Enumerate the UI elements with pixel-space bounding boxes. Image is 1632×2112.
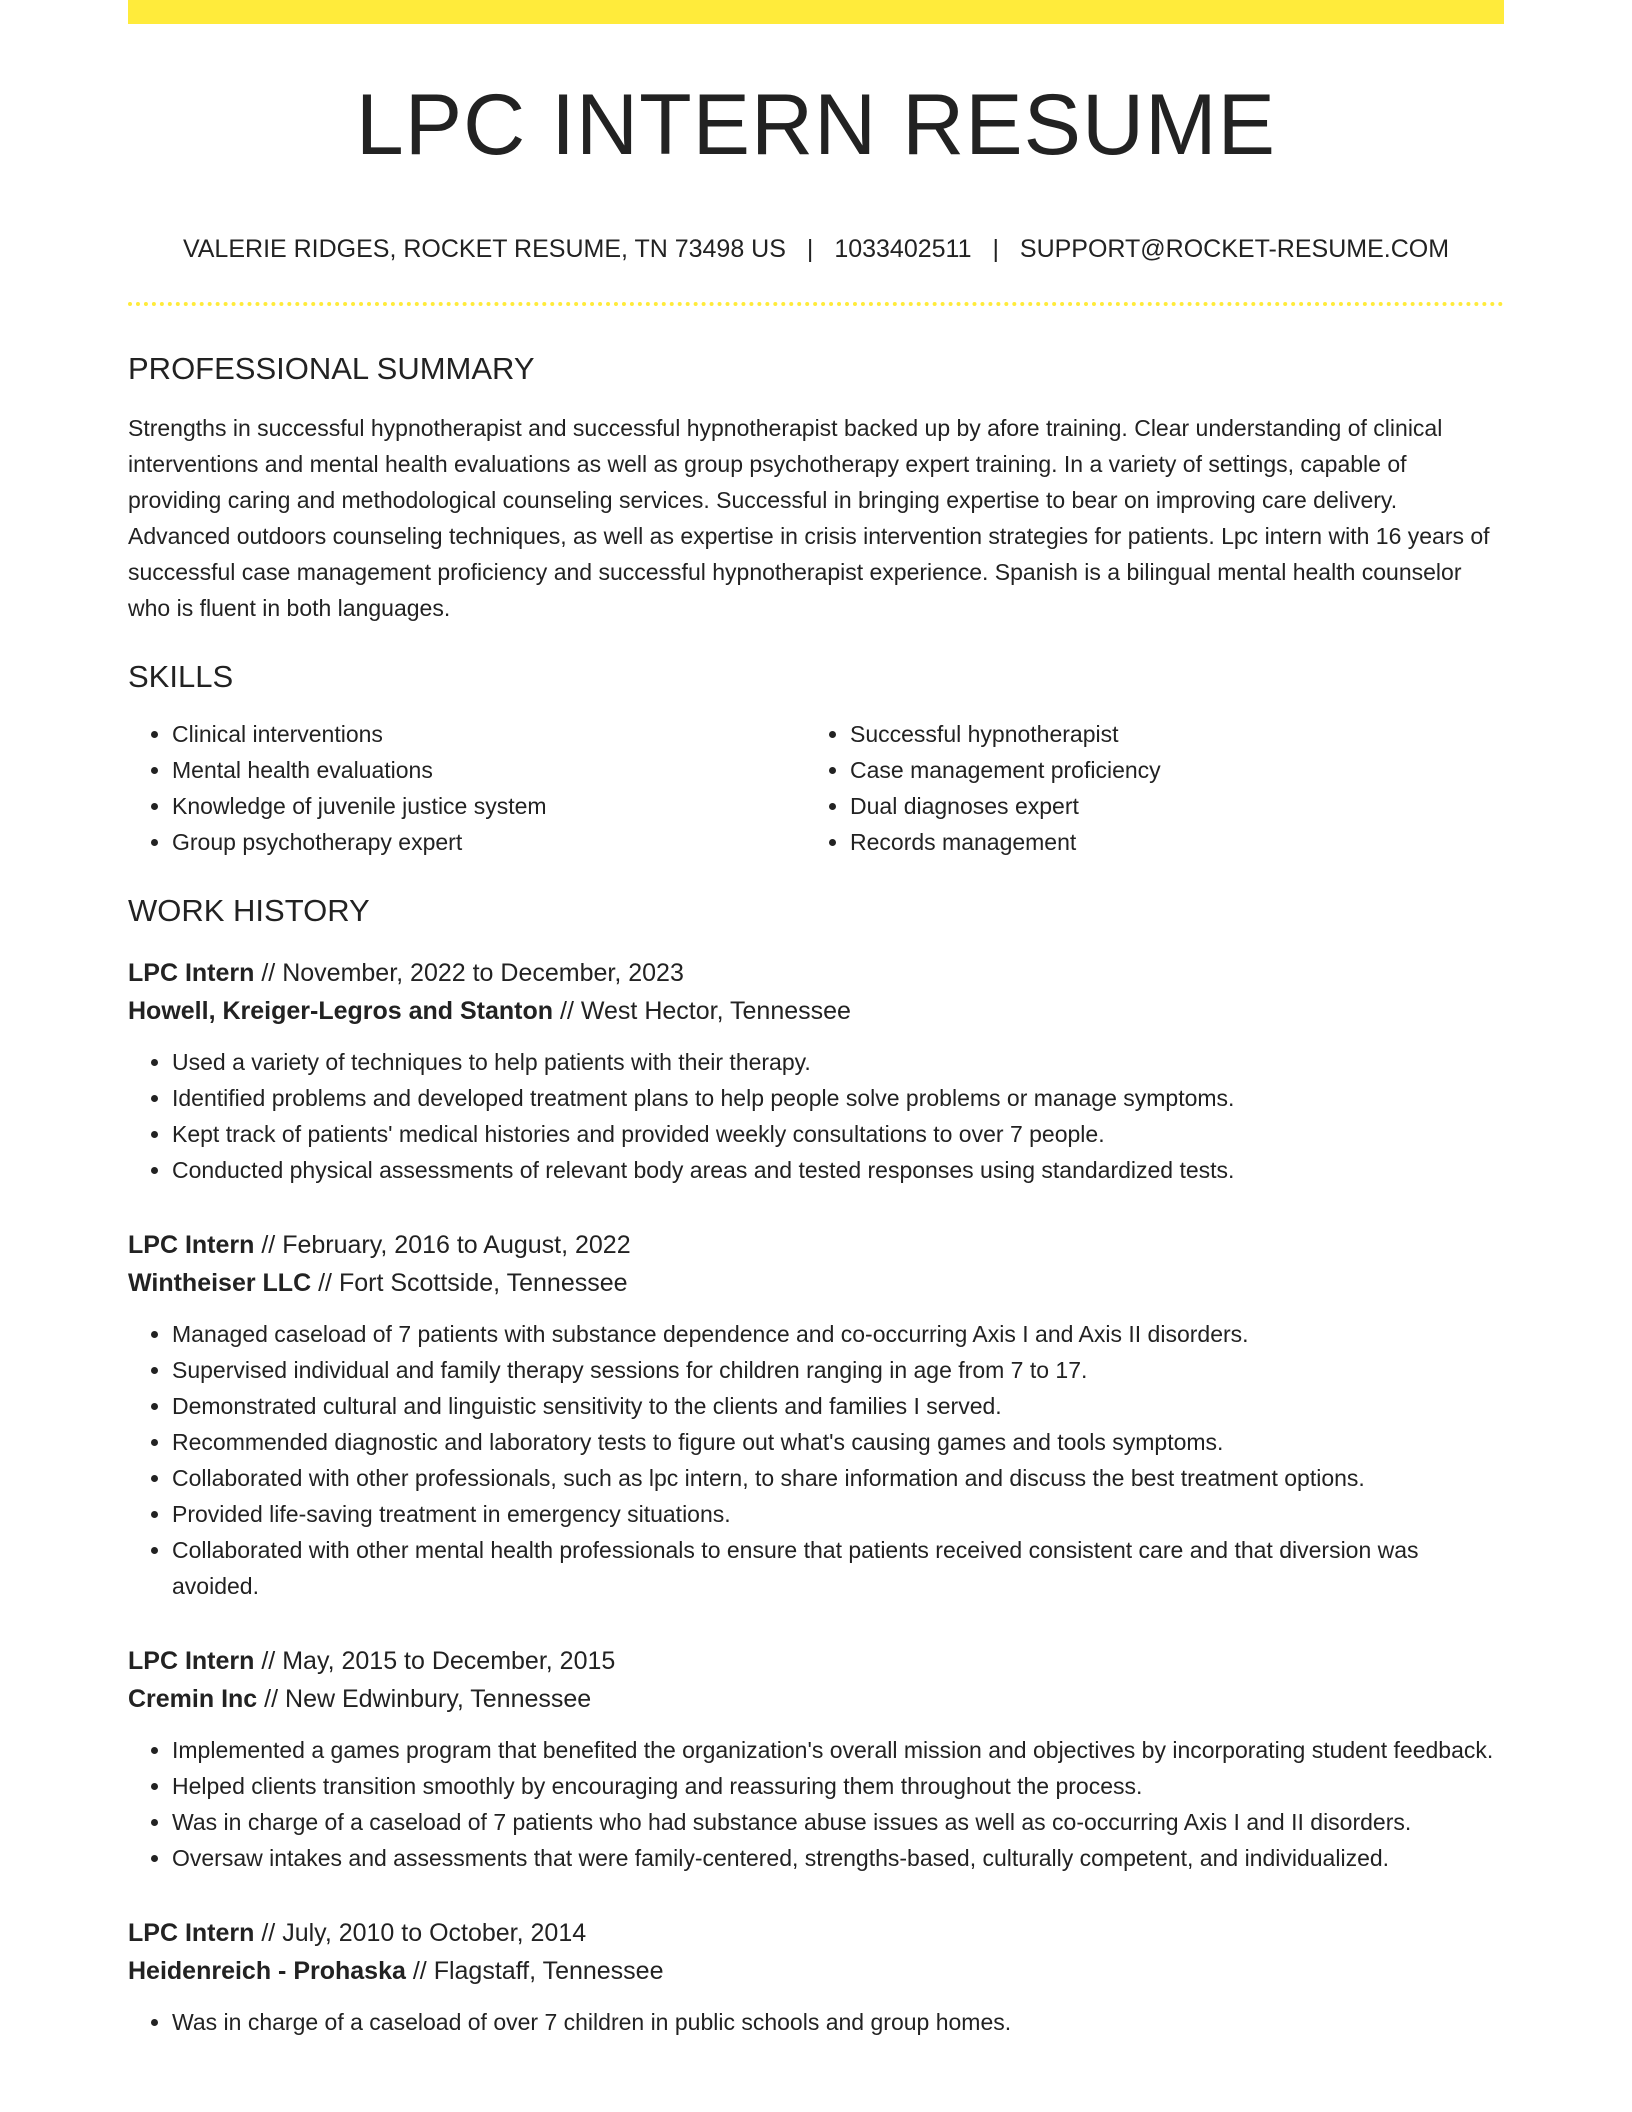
contact-separator: | [806,235,814,263]
contact-separator: | [992,235,999,263]
resume-page [128,0,1504,2040]
job-role: LPC Intern [128,1919,255,1948]
job-duty: • Kept track of patients' medical histories and provided weekly consultations to over 7 people. [172,1116,1504,1152]
job-role-line [128,954,1504,992]
skills-list-right [806,716,1484,860]
job-dates: February, 2016 to August, 2022 [282,1231,631,1260]
job-company: Heidenreich - Prohaska [128,1957,406,1986]
skill-item: • Successful hypnotherapist [850,716,1484,752]
job-duties-list [128,1316,1504,1604]
skills-list-left [128,716,806,860]
job-duty: • Identified problems and developed treatment plans to help people solve problems or manage symptoms. [172,1080,1504,1116]
job-location: West Hector, Tennessee [580,997,851,1026]
job-duty: • Was in charge of a caseload of 7 patients who had substance abuse issues as well as co-occurring Axis I and II disorders. [172,1804,1504,1840]
job-duty: • Conducted physical assessments of relevant body areas and tested responses using standardized tests. [172,1152,1504,1188]
summary-section [128,352,1504,626]
contact-phone: 1033402511 [834,235,972,263]
job-company-line [128,1680,1504,1718]
job-duty: • Supervised individual and family therapy sessions for children ranging in age from 7 to 17. [172,1352,1504,1388]
job-company-line [128,1264,1504,1302]
skills-section [128,660,1504,860]
summary-text: Strengths in successful hypnotherapist and successful hypnotherapist backed up by afore training. Clear understanding of clinical interventions and mental health evaluations as well as group psychotherapy expert training. In a variety of settings, capable of providing caring and methodological counseling services. Successful in bringing expertise to bear on improving care delivery. Advanced outdoors counseling techniques, as well as expertise in crisis intervention strategies for patients. Lpc intern with 16 years of successful case management proficiency and successful hypnotherapist experience. Spanish is a bilingual mental health counselor who is fluent in both languages. [128,415,1490,622]
job-entry [128,1226,1504,1604]
job-role: LPC Intern [128,1647,255,1676]
job-location: Flagstaff, Tennessee [433,1957,664,1986]
skill-item: • Group psychotherapy expert [172,824,806,860]
contact-info [128,234,1504,264]
contact-address: VALERIE RIDGES, ROCKET RESUME, TN 73498 US [182,235,786,263]
work-history-heading: WORK HISTORY [128,893,370,929]
job-role-line [128,1226,1504,1264]
job-duty: • Helped clients transition smoothly by encouraging and reassuring them throughout the process. [172,1768,1504,1804]
job-separator: // [318,1269,332,1298]
job-separator: // [560,997,574,1026]
job-separator: // [261,1647,276,1676]
job-duty: • Recommended diagnostic and laboratory tests to figure out what's causing games and tools symptoms. [172,1424,1504,1460]
job-role: LPC Intern [128,1231,255,1260]
job-location: Fort Scottside, Tennessee [338,1269,628,1298]
job-entry [128,954,1504,1188]
header-divider [128,302,1504,306]
job-duty: • Implemented a games program that benefited the organization's overall mission and objectives by incorporating student feedback. [172,1732,1504,1768]
job-duty: • Managed caseload of 7 patients with substance dependence and co-occurring Axis I and Axis II disorders. [172,1316,1504,1352]
work-history-section [128,894,1504,2040]
job-company: Wintheiser LLC [128,1269,312,1298]
skill-item: • Records management [850,824,1484,860]
job-duties-list [128,1044,1504,1188]
skill-item: • Case management proficiency [850,752,1484,788]
job-duty: • Oversaw intakes and assessments that were family-centered, strengths-based, culturally competent, and individualized. [172,1840,1504,1876]
skill-item: • Knowledge of juvenile justice system [172,788,806,824]
job-company: Cremin Inc [128,1685,258,1714]
job-separator: // [412,1957,427,1986]
job-duty: • Was in charge of a caseload of over 7 children in public schools and group homes. [172,2004,1504,2040]
contact-email: SUPPORT@ROCKET-RESUME.COM [1019,235,1450,263]
job-location: New Edwinbury, Tennessee [285,1685,592,1714]
job-separator: // [261,1919,276,1948]
job-separator: // [264,1685,279,1714]
job-duties-list [128,2004,1504,2040]
job-company-line [128,1952,1504,1990]
job-dates: July, 2010 to October, 2014 [282,1919,587,1948]
job-duty: • Collaborated with other professionals, such as lpc intern, to share information and discuss the best treatment options. [172,1460,1504,1496]
job-duty: • Collaborated with other mental health professionals to ensure that patients received consistent care and that diversion was avoided. [172,1532,1504,1604]
job-duties-list [128,1732,1504,1876]
job-role: LPC Intern [128,959,255,988]
skill-item: • Clinical interventions [172,716,806,752]
skills-heading: SKILLS [128,659,234,695]
job-role-line [128,1642,1504,1680]
job-company: Howell, Kreiger-Legros and Stanton [128,997,554,1026]
job-dates: November, 2022 to December, 2023 [282,959,684,988]
job-separator: // [261,959,276,988]
job-role-line [128,1914,1504,1952]
accent-top-bar [128,0,1504,24]
job-duty: • Demonstrated cultural and linguistic sensitivity to the clients and families I served. [172,1388,1504,1424]
job-entry [128,1642,1504,1876]
skill-item: • Dual diagnoses expert [850,788,1484,824]
job-company-line [128,992,1504,1030]
job-duty: • Used a variety of techniques to help patients with their therapy. [172,1044,1504,1080]
resume-title: LPC INTERN RESUME [355,77,1277,173]
skills-grid [128,716,1504,860]
summary-heading: PROFESSIONAL SUMMARY [128,351,535,386]
job-entry [128,1914,1504,2040]
skill-item: • Mental health evaluations [172,752,806,788]
job-duty: • Provided life-saving treatment in emergency situations. [172,1496,1504,1532]
job-dates: May, 2015 to December, 2015 [282,1647,616,1676]
job-separator: // [261,1231,276,1260]
